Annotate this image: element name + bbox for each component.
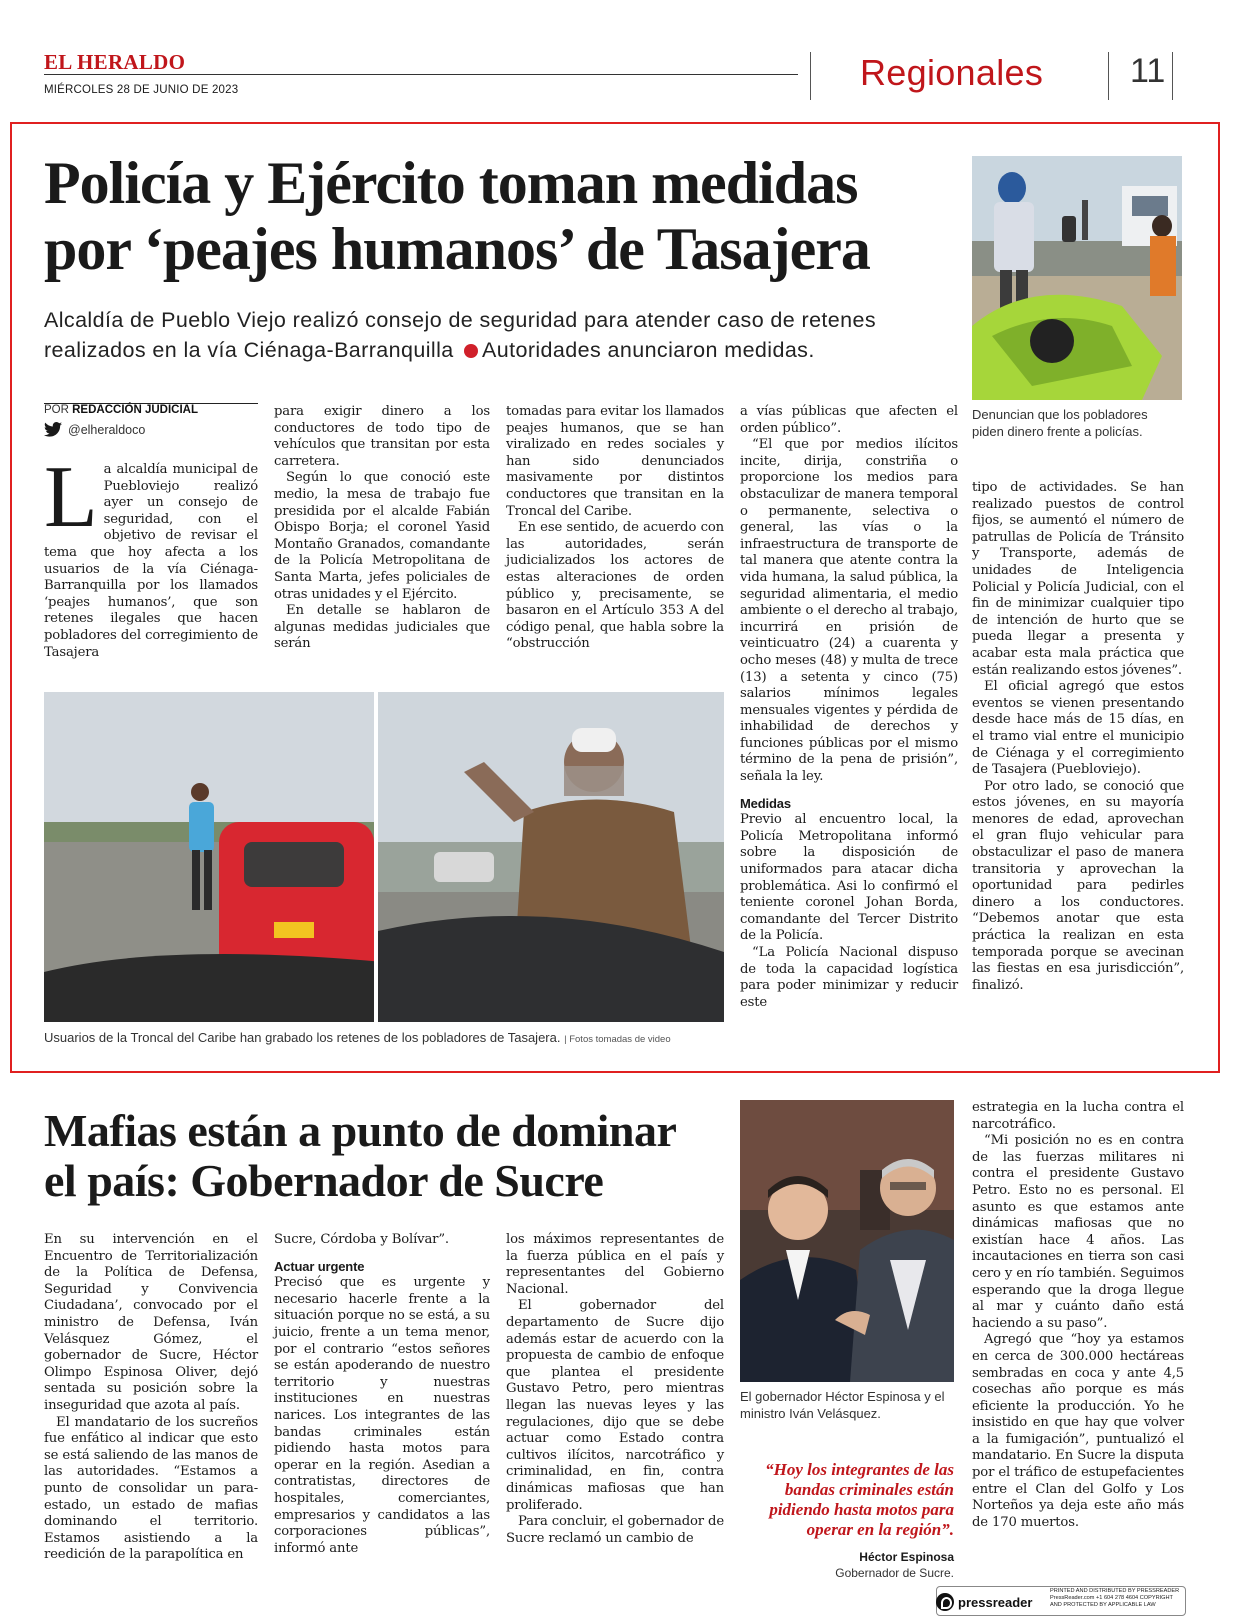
subheading: Medidas [740, 795, 791, 811]
paragraph: a vías públicas que afecten el orden público”. [740, 404, 958, 436]
photo-credit: | Fotos tomadas de video [564, 1034, 671, 1045]
twitter-handle-row [44, 422, 145, 437]
article-headline [44, 1106, 704, 1206]
pressreader-fine-print: PRINTED AND DISTRIBUTED BY PRESSREADER PressReader.com +1 604 278 4604 COPYRIGHT AND PROTECTED BY APPLICABLE LAW [1050, 1588, 1180, 1608]
article-column-5 [972, 1100, 1184, 1531]
deck-text: Alcaldía de Pueblo Viejo realizó consejo de seguridad para atender caso de retenes realizados en la vía Ciénaga-Barranquilla [44, 308, 877, 362]
article-headline [44, 150, 944, 282]
header-separator [1172, 52, 1173, 100]
paragraph: El oficial agregó que estos eventos se vienen presentando desde hace más de 15 días, en el tramo vial entre el municipio de Ciénaga y el corregimiento de Tasajera (Puebloviejo). [972, 679, 1184, 778]
paragraph: El gobernador del departamento de Sucre dijo además estar de acuerdo con la propuesta de cambio de enfoque que plantea el presidente Gustavo Petro, pero mientras llegan las nuevas leyes y las regulaciones, dijo que se debe actuar como Estado contra cultivos ilícitos, narcotráfico y criminalidad, en fin, contra dinámicas mafiosas que han proliferado. [506, 1298, 724, 1513]
article-column-1 [44, 1232, 258, 1564]
quote-author: Héctor Espinosa [859, 1550, 954, 1564]
header-separator [1108, 52, 1109, 100]
paragraph: Precisó que es urgente y necesario hacerle frente a la situación porque no se está, a su juicio, frente a un tema menor, por el contrario “estos señores se están apoderando de nuestro territorio y nuestras instituciones en nuestras narices. Los integrantes de las bandas criminales están pidiendo hasta motos para operar en la región. Asedian a contratistas, directores de hospitales, comerciantes, empresarios y candidatos a las corporaciones públicas”, informó ante [274, 1275, 490, 1556]
roadblock-photo [972, 156, 1182, 400]
article-column-3 [506, 1232, 724, 1547]
headline-line: Policía y Ejército toman medidas [44, 150, 858, 216]
header-divider [44, 74, 798, 75]
roadblock-photo-image [972, 156, 1182, 400]
article-column-1 [44, 449, 258, 661]
paragraph: Según lo que conoció este medio, la mesa de trabajo fue presidida por el alcalde Fabián Obispo Borja; el coronel Yasid Montaño Granados, comandante de la Policía Metropolitana de Santa Marta, jefes policiales de otras unidades y el Ejército. [274, 470, 490, 602]
governor-photo [740, 1100, 954, 1382]
paragraph: En ese sentido, de acuerdo con las autoridades, serán judicializados los actores de estas alteraciones de orden público y, precisamente, se basaron en el Artículo 353 A del código penal, que habla sobre la “obstrucción [506, 520, 724, 652]
headline-line: por ‘peajes humanos’ de Tasajera [44, 216, 870, 282]
paragraph: “La Policía Nacional dispuso de toda la capacidad logística para poder minimizar y reducir este [740, 945, 958, 1010]
drop-cap: L [44, 449, 98, 546]
paragraph: Por otro lado, se conoció que estos jóvenes, en su mayoría menores de edad, aprovechan el gran flujo vehicular para obstaculizar el paso de manera transitoria y aprovechan la oportunidad para pedirles dinero a los conductores. “Debemos anotar que esta práctica la realizan en esta temporada porque se avecinan las fiestas en esa jurisdicción”, finalizó. [972, 778, 1184, 993]
pressreader-logo [936, 1590, 1044, 1614]
article-column-3 [506, 404, 724, 653]
paragraph: El mandatario de los sucreños fue enfático al indicar que esto se está saliendo de las manos de las autoridades. “Estamos a punto de consolidar un para-estado, un estado de mafias dominando el territorio. Estamos asistiendo a la reedición de la parapolítica en [44, 1414, 258, 1563]
page-number: 11 [1130, 52, 1166, 90]
governor-photo-image [740, 1100, 954, 1382]
byline [44, 404, 198, 416]
paragraph: En su intervención en el Encuentro de Territorialización de la Política de Defensa, Seguridad y Convivencia Ciudadana’, convocado por el ministro de Defensa, Iván Velásquez Gómez, el gobernador de Sucre, Héctor Olimpo Espinosa Oliver, dejó sentada su posición sobre la inseguridad que azota al país. [44, 1232, 258, 1413]
paragraph: Para concluir, el gobernador de Sucre reclamó un cambio de [506, 1514, 724, 1546]
article-deck [44, 305, 964, 365]
video-stills-image [44, 692, 724, 1022]
paragraph: estrategia en la lucha contra el narcotráfico. [972, 1100, 1184, 1132]
masthead: EL HERALDO [44, 50, 186, 74]
twitter-icon [44, 422, 62, 437]
paragraph: Agregó que “hoy ya estamos en cerca de 300.000 hectáreas sembradas en coca y ante 4,5 cosechas año porque es más eficiente la producción. Yo he insistido en que hay que volver a la fumigación”, puntualizó el mandatario. En Sucre la disputa por el tráfico de estupefacientes entre el Clan del Golfo y Los Norteños ya deja este año más de 170 muertos. [972, 1332, 1184, 1530]
paragraph: tomadas para evitar los llamados peajes humanos, que se han viralizado en redes sociales y han sido denunciados masivamente por distintos conductores que transitan en la Troncal del Caribe. [506, 404, 724, 519]
headline-line: el país: Gobernador de Sucre [44, 1155, 604, 1206]
paragraph: los máximos representantes de la fuerza pública en el país y representantes del Gobierno Nacional. [506, 1232, 724, 1297]
article-column-2 [274, 404, 490, 653]
bullet-dot-icon [464, 344, 478, 358]
paragraph: tipo de actividades. Se han realizado puestos de control fijos, se aumentó el número de patrullas de Policía de Tránsito y Transporte, además de unidades de Inteligencia Policial y Policía Judicial, con el fin de minimizar cualquier tipo de intención de hurto que se pueda llegar a presenta y acabar esta mala práctica que están realizando estos jóvenes”. [972, 480, 1184, 678]
twitter-handle: @elheraldoco [68, 422, 146, 437]
quote-role: Gobernador de Sucre. [835, 1566, 954, 1580]
photo-caption [44, 1030, 724, 1045]
paragraph: “Mi posición no es en contra de las fuerzas militares ni contra el presidente Gustavo Petro. Esto no es personal. El asunto es que estamos ante dinámicas mafiosas que no existían hace 4 años. Las incautaciones en tierra son casi cero y en río también. Seguimos esperando que la droga llegue al mar y cuánto daño está haciendo a su paso”. [972, 1133, 1184, 1331]
pressreader-brand: pressreader [958, 1594, 1033, 1610]
deck-text: Autoridades anunciaron medidas. [481, 338, 815, 362]
photo-caption: El gobernador Héctor Espinosa y el ministro Iván Velásquez. [740, 1389, 945, 1421]
issue-date: MIÉRCOLES 28 DE JUNIO DE 2023 [44, 84, 239, 96]
paragraph: Previo al encuentro local, la Policía Metropolitana informó sobre la disposición de uniformados para atacar dicha problemática. Asi lo confirmó el teniente coronel Johan Borda, comandante del Tercer Distrito de la Policía. [740, 812, 958, 944]
headline-line: Mafias están a punto de dominar [44, 1105, 677, 1156]
byline-author: REDACCIÓN JUDICIAL [72, 404, 198, 416]
subheading: Actuar urgente [274, 1258, 365, 1274]
header-separator [810, 52, 811, 100]
article-column-2 [274, 1232, 490, 1557]
article-column-4 [740, 404, 958, 1011]
paragraph: Sucre, Córdoba y Bolívar”. [274, 1232, 449, 1247]
photo-caption: Denuncian que los pobladores piden dinero frente a policías. [972, 407, 1148, 439]
byline-prefix: POR [44, 404, 69, 416]
paragraph: En detalle se hablaron de algunas medidas judiciales que serán [274, 603, 490, 652]
pull-quote: “Hoy los integrantes de las bandas criminales están pidiendo hasta motos para operar en la región”. [765, 1460, 954, 1539]
paragraph: “El que por medios ilícitos incite, dirija, constriña o proporcione los medios para obstaculizar de manera temporal o permanente, selectiva o general, las vías o la infraestructura de transporte de tal manera que atente contra la vida humana, la salud pública, la seguridad alimentaria, el medio ambiente o el derecho al trabajo, incurrirá en prisión de veinticuatro (24) a cuarenta y ocho meses (48) y multa de trece (13) a setenta y cinco (75) salarios mínimos legales mensuales vigentes y pérdida de inhabilidad de derechos y funciones públicas por el mismo término de la pena de prisión”, señala la ley. [740, 437, 958, 785]
section-title: Regionales [860, 52, 1044, 93]
caption-text: Usuarios de la Troncal del Caribe han grabado los retenes de los pobladores de Tasajera. [44, 1030, 561, 1045]
article-column-5 [972, 480, 1184, 994]
video-stills-photo [44, 692, 724, 1022]
pressreader-icon [936, 1593, 954, 1611]
paragraph: para exigir dinero a los conductores de todo tipo de vehículos que transitan por esta carretera. [274, 404, 490, 469]
paragraph: a alcaldía municipal de Puebloviejo realizó ayer un consejo de seguridad, con el objetivo de revisar el tema que hoy afecta a los usuarios de la vía Ciénaga-Barranquilla por los llamados ‘peajes humanos’, que son retenes ilegales que hacen pobladores del corregimiento de Tasajera [44, 462, 258, 660]
